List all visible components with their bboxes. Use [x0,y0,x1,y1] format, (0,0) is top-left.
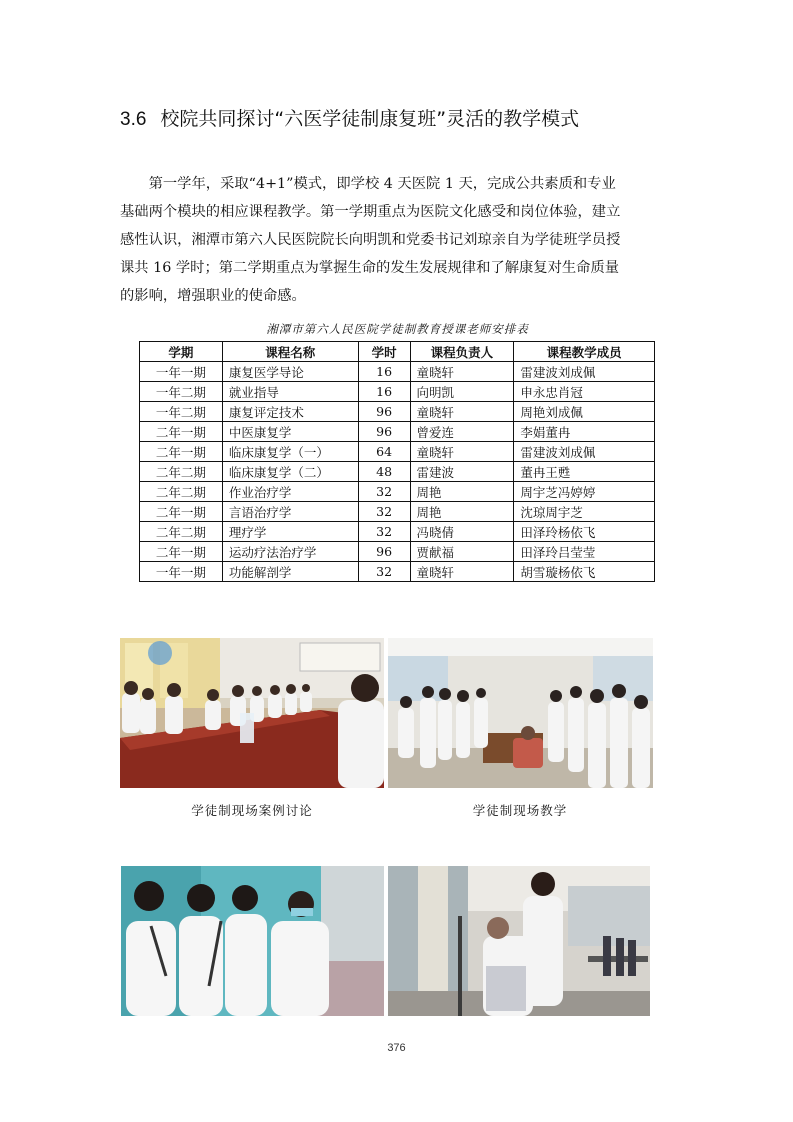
body-paragraph [120,170,675,310]
cell-semester: 一年二期 [140,402,223,422]
column-header-course: 课程名称 [222,342,358,362]
paragraph-line: 课共 16 学时；第二学期重点为掌握生命的发生发展规律和了解康复对生命质量 [120,260,620,276]
table-row [140,462,655,482]
photo-bedside-teaching [121,866,384,1016]
table-row [140,362,655,382]
table-row [140,562,655,582]
cell-course: 作业治疗学 [222,482,358,502]
paragraph-line: 的影响，增强职业的使命感。 [120,288,306,304]
cell-course: 临床康复学（一） [222,442,358,462]
cell-lead: 童晓轩 [410,402,514,422]
table-row [140,382,655,402]
cell-lead: 童晓轩 [410,362,514,382]
table-row [140,402,655,422]
photo-caption-left: 学徒制现场案例讨论 [191,803,313,818]
cell-members: 周宇芝冯婷婷 [514,482,655,502]
table-row [140,542,655,562]
teacher-schedule-table [139,341,655,582]
cell-course: 临床康复学（二） [222,462,358,482]
cell-members: 李娟董冉 [514,422,655,442]
paragraph-line: 基础两个模块的相应课程教学。第一学期重点为医院文化感受和岗位体验，建立 [120,204,621,220]
cell-members: 董冉王甦 [514,462,655,482]
section-heading [120,104,579,131]
paragraph-line: 第一学年，采取“4+1”模式，即学校 4 天医院 1 天，完成公共素质和专业 [120,176,616,192]
cell-course: 就业指导 [222,382,358,402]
cell-course: 功能解剖学 [222,562,358,582]
cell-lead: 曾爱连 [410,422,514,442]
page-number: 376 [387,1042,406,1054]
cell-members: 雷建波刘成佩 [514,362,655,382]
cell-hours: 96 [358,402,410,422]
cell-members: 田泽玲吕莹莹 [514,542,655,562]
cell-semester: 一年一期 [140,362,223,382]
cell-hours: 48 [358,462,410,482]
cell-members: 胡雪璇杨依飞 [514,562,655,582]
cell-members: 田泽玲杨依飞 [514,522,655,542]
cell-semester: 二年二期 [140,482,223,502]
cell-lead: 周艳 [410,502,514,522]
table-row [140,502,655,522]
section-number: 3.6 [120,109,147,130]
cell-course: 言语治疗学 [222,502,358,522]
column-header-lead: 课程负责人 [410,342,514,362]
cell-lead: 周艳 [410,482,514,502]
cell-hours: 32 [358,522,410,542]
table-row [140,442,655,462]
cell-hours: 96 [358,542,410,562]
cell-members: 周艳刘成佩 [514,402,655,422]
cell-hours: 16 [358,382,410,402]
section-title: 校院共同探讨“六医学徒制康复班”灵活的教学模式 [160,108,580,130]
cell-course: 康复医学导论 [222,362,358,382]
cell-semester: 二年一期 [140,542,223,562]
column-header-members: 课程教学成员 [514,342,655,362]
table-header-row [140,342,655,362]
photo-caption-right: 学徒制现场教学 [472,803,568,818]
cell-semester: 一年一期 [140,562,223,582]
cell-course: 中医康复学 [222,422,358,442]
paragraph-line: 感性认识，湘潭市第六人民医院院长向明凯和党委书记刘琼亲自为学徒班学员授 [120,232,621,248]
cell-course: 运动疗法治疗学 [222,542,358,562]
cell-hours: 16 [358,362,410,382]
column-header-semester: 学期 [140,342,223,362]
cell-course: 康复评定技术 [222,402,358,422]
cell-semester: 二年二期 [140,522,223,542]
cell-hours: 32 [358,502,410,522]
photo-case-discussion [120,638,384,788]
table-row [140,522,655,542]
table-caption: 湘潭市第六人民医院学徒制教育授课老师安排表 [266,322,529,336]
table-row [140,422,655,442]
cell-lead: 向明凯 [410,382,514,402]
cell-members: 雷建波刘成佩 [514,442,655,462]
cell-lead: 童晓轩 [410,562,514,582]
cell-semester: 二年一期 [140,442,223,462]
cell-lead: 童晓轩 [410,442,514,462]
cell-hours: 64 [358,442,410,462]
cell-course: 理疗学 [222,522,358,542]
cell-members: 沈琼周宇芝 [514,502,655,522]
cell-lead: 冯晓倩 [410,522,514,542]
table-row [140,482,655,502]
cell-hours: 32 [358,562,410,582]
photo-rehab-gym [388,866,650,1016]
cell-hours: 32 [358,482,410,502]
photo-on-site-teaching [388,638,653,788]
cell-members: 申永忠肖冠 [514,382,655,402]
cell-lead: 雷建波 [410,462,514,482]
cell-semester: 二年一期 [140,422,223,442]
cell-semester: 一年二期 [140,382,223,402]
cell-semester: 二年二期 [140,462,223,482]
cell-lead: 贾献福 [410,542,514,562]
cell-semester: 二年一期 [140,502,223,522]
cell-hours: 96 [358,422,410,442]
column-header-hours: 学时 [358,342,410,362]
